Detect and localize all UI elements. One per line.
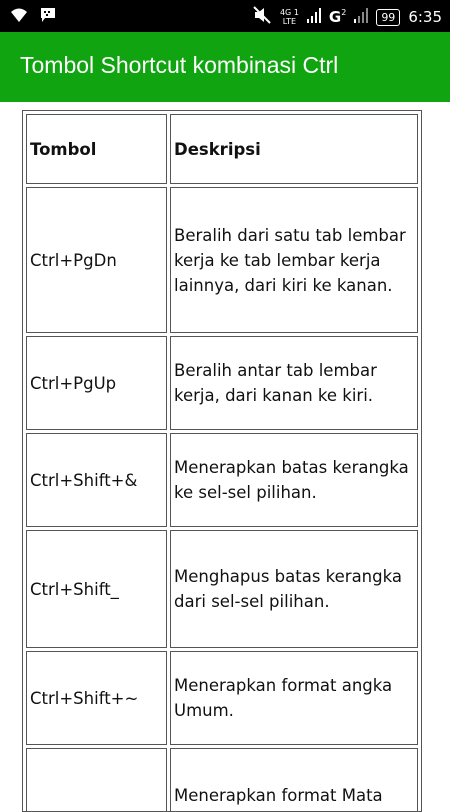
table-row [26,651,418,745]
sim2-type: G [328,8,342,26]
sim2-network [329,8,346,26]
battery-level: 99 [381,10,396,24]
table-header-row [26,114,418,184]
table-row [26,433,418,527]
header-key: Tombol [26,114,167,184]
mute-icon [252,5,272,29]
sim2-badge: 2 [341,8,347,17]
shortcut-description: Menerapkan batas kerangka ke sel-sel pilihan. [170,433,418,527]
network-sub: LTE [282,17,297,26]
status-bar [0,0,450,32]
shortcut-table-container[interactable] [22,110,422,812]
network-label [280,8,299,26]
table-row [26,336,418,430]
shortcut-description: Beralih dari satu tab lembar kerja ke tab lembar kerja lainnya, dari kiri ke kanan. [170,187,418,333]
shortcut-description: Beralih antar tab lembar kerja, dari kanan ke kiri. [170,336,418,430]
shortcut-key: Ctrl+Shift+~ [26,651,167,745]
shortcut-table [23,111,421,812]
clock: 6:35 [408,8,442,26]
shortcut-key: Ctrl+PgUp [26,336,167,430]
page-title: Tombol Shortcut kombinasi Ctrl [20,52,339,78]
battery-icon [376,9,400,26]
shortcut-description: Menghapus batas kerangka dari sel-sel pilihan. [170,530,418,648]
status-right [252,5,442,29]
shortcut-key: Ctrl+Shift+& [26,433,167,527]
table-row [26,748,418,812]
shortcut-description: Menerapkan format Mata [170,748,418,812]
shortcut-key: Ctrl+PgDn [26,187,167,333]
signal-icon [307,7,321,27]
signal-icon-2 [354,7,368,27]
app-bar [0,32,450,102]
shortcut-key: Ctrl+Shift_ [26,530,167,648]
status-left [10,7,56,27]
shortcut-key [26,748,167,812]
table-row [26,187,418,333]
bbm-icon [40,7,56,27]
shortcut-description: Menerapkan format angka Umum. [170,651,418,745]
wifi-icon [10,7,28,27]
table-row [26,530,418,648]
network-type: 4G [279,8,292,17]
header-description: Deskripsi [170,114,418,184]
sim1-badge: 1 [293,8,299,17]
